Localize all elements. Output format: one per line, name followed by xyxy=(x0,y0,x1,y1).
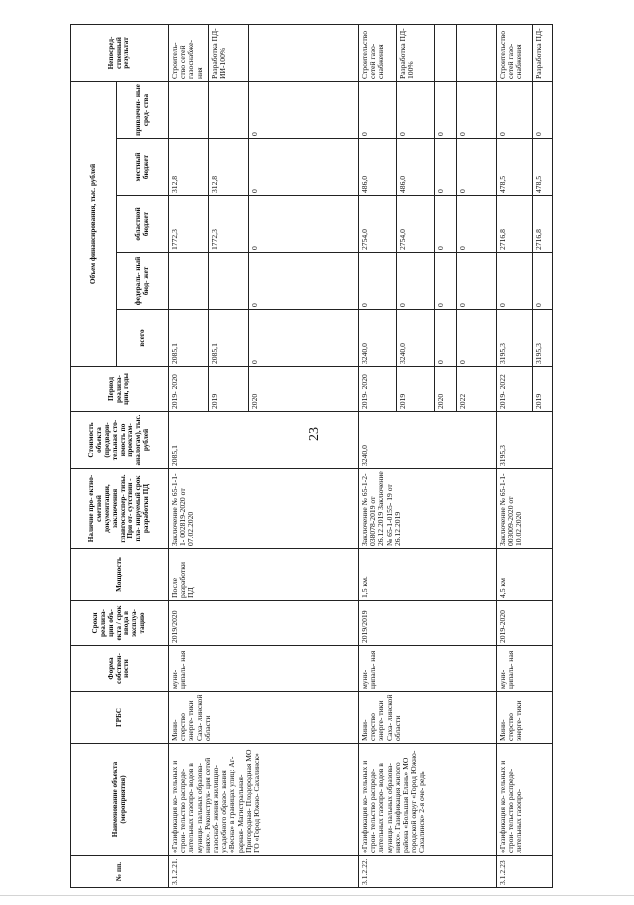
row-docs: Заключение № 65-1-2-038078-2019 от 26.12.2019 Заключение № 65-1-0155- 19 от 26.12.2019 xyxy=(359,469,497,549)
regional-cell: 0 xyxy=(457,196,497,253)
row-no: 3.1.2.23 xyxy=(497,856,553,888)
header-period: Период реализа- ции, годы xyxy=(71,367,169,412)
result-cell: Строитель- ство сетей газоснабже- ния xyxy=(169,24,209,81)
header-docs: Наличие про- ектно-сметной документации, заключения главгосэкспер- тизы. При от- сутствии - пла- нируемый срок разработки ПД xyxy=(71,469,169,549)
total-cell: 3195,3 xyxy=(533,310,553,367)
row-cost: 3240,0 xyxy=(359,412,497,469)
header-term: Сроки реализа- ции объ- екта / срок ввода в эксплуа- тацию xyxy=(71,601,169,646)
period-cell: 2019- 2020 xyxy=(169,367,209,412)
row-ownership: муни- ципаль- ная xyxy=(359,646,497,692)
total-cell: 0 xyxy=(249,310,359,367)
total-cell: 2085,1 xyxy=(169,310,209,367)
result-cell xyxy=(249,24,359,81)
header-no: № пп. xyxy=(71,856,169,888)
period-cell: 2020 xyxy=(249,367,359,412)
row-no: 3.1.2.21. xyxy=(169,856,359,888)
page-number: 23 xyxy=(307,427,322,441)
row-grbs: Мини- стерство энерге- тики xyxy=(497,692,553,744)
row-grbs: Мини- стерство энерге- тики Саха- линской области xyxy=(359,692,497,744)
period-cell: 2022 xyxy=(457,367,497,412)
federal-cell: 0 xyxy=(359,253,397,310)
result-cell: Разработка ПД- 100% xyxy=(397,24,435,81)
total-cell: 0 xyxy=(457,310,497,367)
period-cell: 2019 xyxy=(397,367,435,412)
federal-cell: 0 xyxy=(533,253,553,310)
result-cell xyxy=(435,24,457,81)
federal-cell xyxy=(209,253,249,310)
regional-cell: 1772,3 xyxy=(169,196,209,253)
total-cell: 3240,0 xyxy=(359,310,397,367)
header-ownership: Форма собствен- ности xyxy=(71,646,169,692)
header-regional: областной бюджет xyxy=(117,196,169,253)
local-cell: 0 xyxy=(249,139,359,196)
rotated-table-container xyxy=(70,28,598,888)
period-cell: 2019 xyxy=(533,367,553,412)
local-cell: 478,5 xyxy=(533,139,553,196)
row-capacity: После разработки ПД xyxy=(169,549,359,601)
attracted-cell: 0 xyxy=(249,81,359,138)
attracted-cell xyxy=(209,81,249,138)
total-cell: 0 xyxy=(435,310,457,367)
header-result: Непосред- ственный результат xyxy=(71,24,169,81)
regional-cell: 2754,0 xyxy=(397,196,435,253)
attracted-cell: 0 xyxy=(397,81,435,138)
result-cell: Разработка ПД- xyxy=(533,24,553,81)
result-cell: Строительство сетей газо- снабжения xyxy=(359,24,397,81)
row-name: «Газификация ко- тельных и строи- тельство распреде- лительных газопро- водов в муници- пальных образова- ниях». Газификация жилого района «Большая Елань» МО городской округ «Город Южно- Сахалинск» 2-я оче- редь xyxy=(359,744,497,856)
header-attracted: привлечен- ные сред- ства xyxy=(117,81,169,138)
result-cell xyxy=(457,24,497,81)
local-cell: 312,8 xyxy=(169,139,209,196)
attracted-cell: 0 xyxy=(359,81,397,138)
header-cost: Стоимость объекта (предвари- тельная сто- имость по проектам- аналогам), тыс. рублей xyxy=(71,412,169,469)
regional-cell: 1772,3 xyxy=(209,196,249,253)
row-no: 3.1.2.22. xyxy=(359,856,497,888)
local-cell: 486,0 xyxy=(359,139,397,196)
result-cell: Строительство сетей газо- снабжения xyxy=(497,24,533,81)
local-cell: 0 xyxy=(457,139,497,196)
header-funding-group: Объем финансирования, тыс. рублей xyxy=(71,81,117,366)
header-local: местный бюджет xyxy=(117,139,169,196)
header-total: всего xyxy=(117,310,169,367)
period-cell: 2019- 2022 xyxy=(497,367,533,412)
row-grbs: Мини- стерство энерге- тики Саха- линской области xyxy=(169,692,359,744)
total-cell: 3195,3 xyxy=(497,310,533,367)
local-cell: 0 xyxy=(435,139,457,196)
financing-table xyxy=(70,24,553,888)
regional-cell: 0 xyxy=(249,196,359,253)
attracted-cell xyxy=(169,81,209,138)
row-cost: 2085,1 xyxy=(169,412,359,469)
regional-cell: 0 xyxy=(435,196,457,253)
row-capacity: 1,5 км. xyxy=(359,549,497,601)
period-cell: 2020 xyxy=(435,367,457,412)
regional-cell: 2716,8 xyxy=(533,196,553,253)
row-name: «Газификация ко- тельных и строи- тельство распреде- лительных газопро- водов в муници- пальных образова- ниях». Реконструк- ция сетей газоснаб- жения жилищно- усадебного образо- вания «Весна» в границах улиц: Аг- рарная- Магистральная- Пригородная- Плодородная МО ГО «Город Южно- Сахалинск» xyxy=(169,744,359,856)
row-cost: 3195,3 xyxy=(497,412,553,469)
attracted-cell: 0 xyxy=(533,81,553,138)
row-ownership: муни- ципаль- ная xyxy=(169,646,359,692)
regional-cell: 2754,0 xyxy=(359,196,397,253)
result-cell: Разработка ПД- ИИ-100% xyxy=(209,24,249,81)
attracted-cell: 0 xyxy=(457,81,497,138)
header-federal: федераль- ный бюд- жет xyxy=(117,253,169,310)
header-capacity: Мощность xyxy=(71,549,169,601)
period-cell: 2019- 2020 xyxy=(359,367,397,412)
local-cell: 486,0 xyxy=(397,139,435,196)
regional-cell: 2716,8 xyxy=(497,196,533,253)
federal-cell: 0 xyxy=(397,253,435,310)
attracted-cell: 0 xyxy=(497,81,533,138)
row-capacity: 4,5 км xyxy=(497,549,553,601)
row-docs: Заключение № 65-1-1-1- 002819-2020 от 07.02.2020 xyxy=(169,469,359,549)
row-ownership: муни- ципаль- ная xyxy=(497,646,553,692)
federal-cell xyxy=(169,253,209,310)
row-term: 2019/2019 xyxy=(359,601,497,646)
row-docs: Заключение № 65-1-1- 003009-2020 от 10.02.2020 xyxy=(497,469,553,549)
header-grbs: ГРБС xyxy=(71,692,169,744)
total-cell: 3240,0 xyxy=(397,310,435,367)
row-term: 2019-2020 xyxy=(497,601,553,646)
row-term: 2019/2020 xyxy=(169,601,359,646)
local-cell: 478,5 xyxy=(497,139,533,196)
federal-cell: 0 xyxy=(249,253,359,310)
attracted-cell: 0 xyxy=(435,81,457,138)
period-cell: 2019 xyxy=(209,367,249,412)
total-cell: 2085,1 xyxy=(209,310,249,367)
local-cell: 312,8 xyxy=(209,139,249,196)
scan-line xyxy=(0,895,634,896)
row-name: «Газификация ко- тельных и строи- тельство распреде- лительных газопро- xyxy=(497,744,553,856)
federal-cell: 0 xyxy=(457,253,497,310)
federal-cell: 0 xyxy=(497,253,533,310)
federal-cell: 0 xyxy=(435,253,457,310)
header-name: Наименование объекта (мероприятия) xyxy=(71,744,169,856)
